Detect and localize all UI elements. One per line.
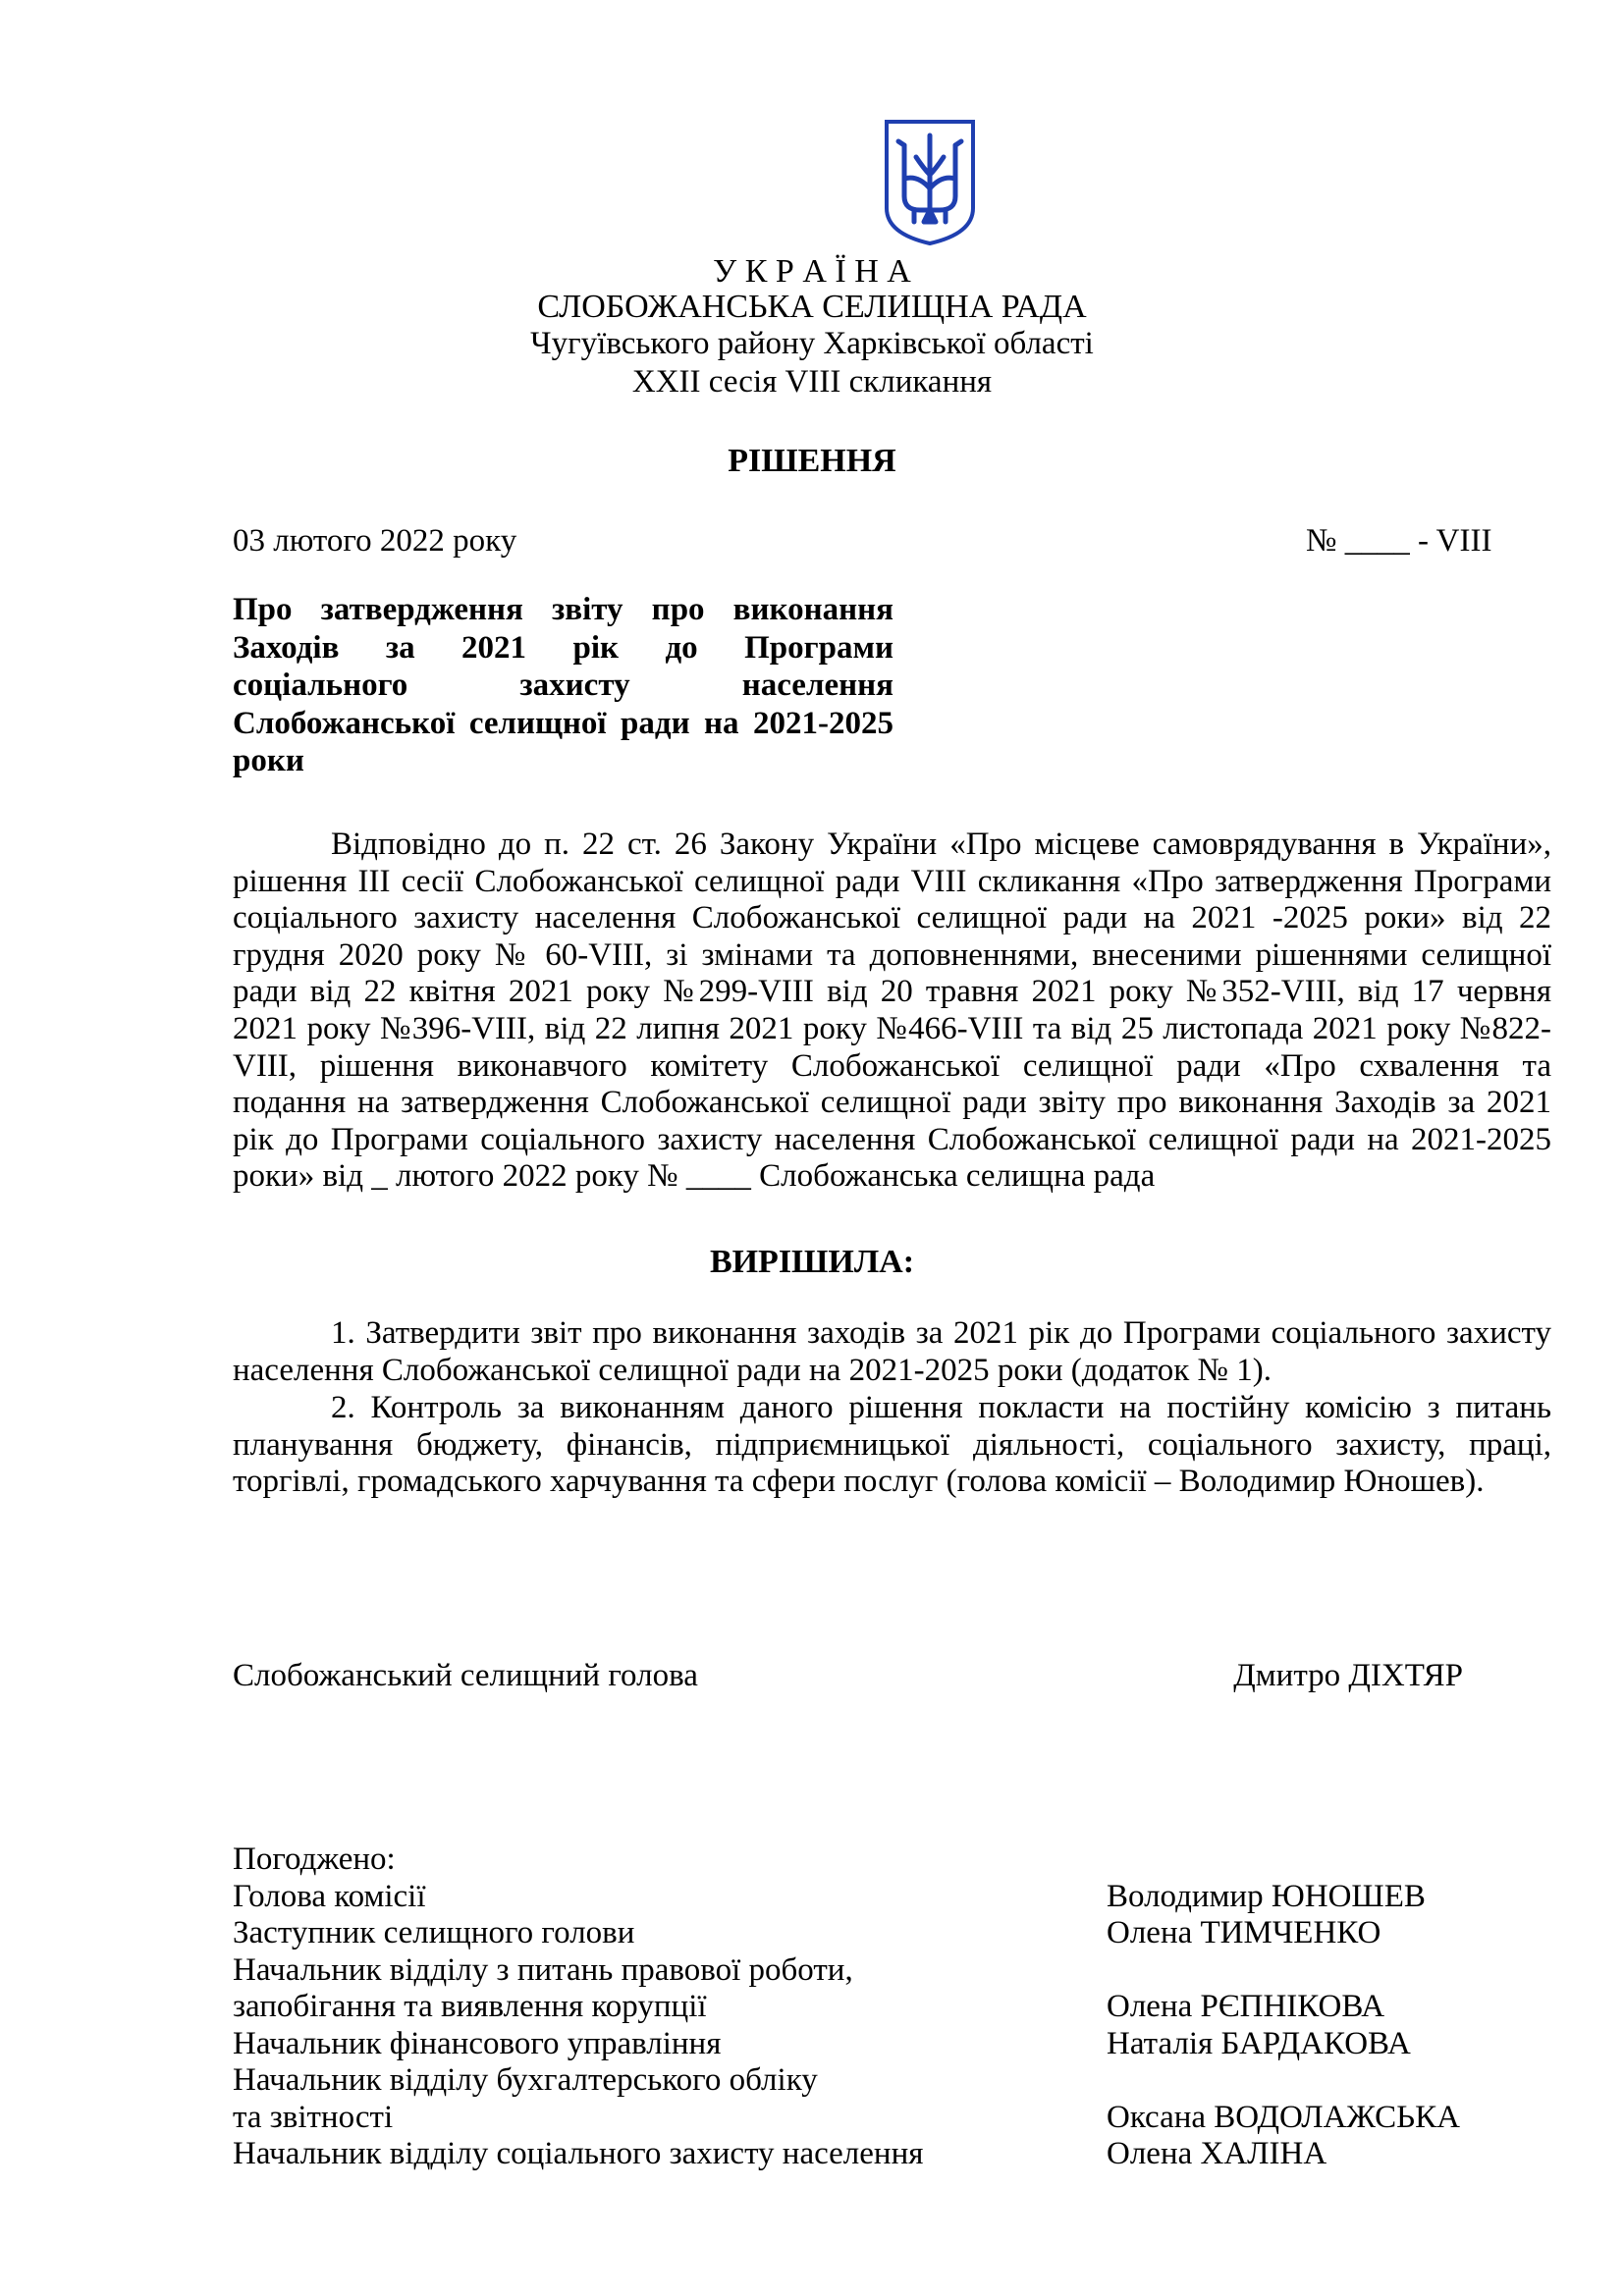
approval-position: та звітності	[233, 2099, 394, 2135]
item-line: населення Слобожанської селищної ради на 2021-2025 роки (додаток № 1).	[233, 1352, 1272, 1388]
decision-subject	[233, 591, 893, 780]
approval-position: Начальник відділу з питань правової роботи,	[233, 1951, 853, 1988]
council-title: СЛОБОЖАНСЬКА СЕЛИЩНА РАДА	[537, 289, 1087, 325]
approval-name	[1107, 1952, 1460, 1990]
approval-name: Володимир ЮНОШЕВ	[1107, 1878, 1426, 1914]
document-type-heading: РІШЕННЯ	[728, 443, 896, 479]
item-line: 2. Контроль за виконанням даного рішення покласти на постійну комісію з питань	[331, 1390, 1551, 1425]
subject-line: соціального захисту населення	[233, 667, 893, 703]
decided-heading: ВИРІШИЛА:	[709, 1244, 915, 1280]
coat-of-arms-icon	[881, 118, 979, 247]
signature-row	[233, 1657, 1463, 1694]
preamble-line: грудня 2020 року № 60-VIII, зі змінами та доповненнями, внесеними рішеннями селищної	[233, 936, 1551, 973]
approval-position: Голова комісії	[233, 1878, 426, 1914]
preamble-line: соціального захисту населення Слобожанської селищної ради на 2021 -2025 роки» від 22	[233, 900, 1551, 936]
signature-name: Дмитро ДІХТЯР	[1233, 1658, 1463, 1693]
approval-position: Начальник відділу соціального захисту населення	[233, 2136, 924, 2171]
signature-position: Слобожанський селищний голова	[233, 1658, 698, 1693]
approval-name: Олена ХАЛІНА	[1107, 2136, 1327, 2171]
decision-item-1	[233, 1315, 1551, 1389]
subject-line: Заходів за 2021 рік до Програми	[233, 629, 893, 666]
preamble-line: 2021 року №396-VIII, від 22 липня 2021 року №466-VIII та від 25 листопада 2021 року №822-	[233, 1010, 1551, 1046]
approval-name	[1107, 2062, 1460, 2100]
decision-item-2	[233, 1390, 1551, 1501]
decision-date: 03 лютого 2022 року	[233, 523, 517, 559]
district-line: Чугуївського району Харківської області	[530, 326, 1094, 361]
preamble-paragraph	[233, 827, 1551, 1196]
approval-name: Оксана ВОДОЛАЖСЬКА	[1107, 2099, 1460, 2135]
preamble-line: рік до Програми соціального захисту населення Слобожанської селищної ради на 2021-2025	[233, 1121, 1551, 1157]
subject-line: Про затвердження звіту про виконання	[233, 592, 893, 627]
approval-position: запобігання та виявлення корупції	[233, 1989, 707, 2024]
preamble-line: подання на затвердження Слобожанської селищної ради звіту про виконання Заходів за 2021	[233, 1085, 1551, 1121]
approval-position: Начальник відділу бухгалтерського обліку	[233, 2062, 818, 2098]
subject-line: Слобожанської селищної ради на 2021-2025	[233, 705, 893, 741]
approval-position: Заступник селищного голови	[233, 1915, 635, 1950]
session-line: XXII сесія VIII скликання	[631, 364, 993, 400]
preamble-line: роки» від _ лютого 2022 року № ____ Слобожанська селищна рада	[233, 1158, 1156, 1195]
approval-name: Олена ТИМЧЕНКО	[1107, 1915, 1381, 1950]
preamble-line: ради від 22 квітня 2021 року №299-VIII від 20 травня 2021 року №352-VIII, від 17 червня	[233, 974, 1551, 1010]
preamble-line: Відповідно до п. 22 ст. 26 Закону України «Про місцеве самоврядування в України»,	[331, 827, 1551, 862]
approval-heading: Погоджено:	[233, 1842, 396, 1877]
preamble-line: рішення ІІІ сесії Слобожанської селищної ради VIII скликання «Про затвердження Програми	[233, 863, 1551, 899]
approval-positions	[233, 1842, 923, 2173]
approval-names	[1107, 1879, 1460, 2173]
item-line: торгівлі, громадського харчування та сфери послуг (голова комісії – Володимир Юношев).	[233, 1464, 1485, 1500]
subject-line: роки	[233, 743, 304, 778]
country-title: У К Р А Ї Н А	[713, 253, 911, 290]
approval-name: Наталія БАРДАКОВА	[1107, 2025, 1411, 2061]
approval-name: Олена РЄПНІКОВА	[1107, 1989, 1385, 2024]
approval-position: Начальник фінансового управління	[233, 2025, 722, 2061]
item-line: 1. Затвердити звіт про виконання заходів за 2021 рік до Програми соціального захисту	[331, 1315, 1551, 1351]
preamble-line: VIII, рішення виконавчого комітету Слобожанської селищної ради «Про схвалення та	[233, 1047, 1551, 1084]
decision-number: № ____ - VIII	[1306, 523, 1492, 559]
item-line: планування бюджету, фінансів, підприємницької діяльності, соціального захисту, праці,	[233, 1426, 1551, 1463]
